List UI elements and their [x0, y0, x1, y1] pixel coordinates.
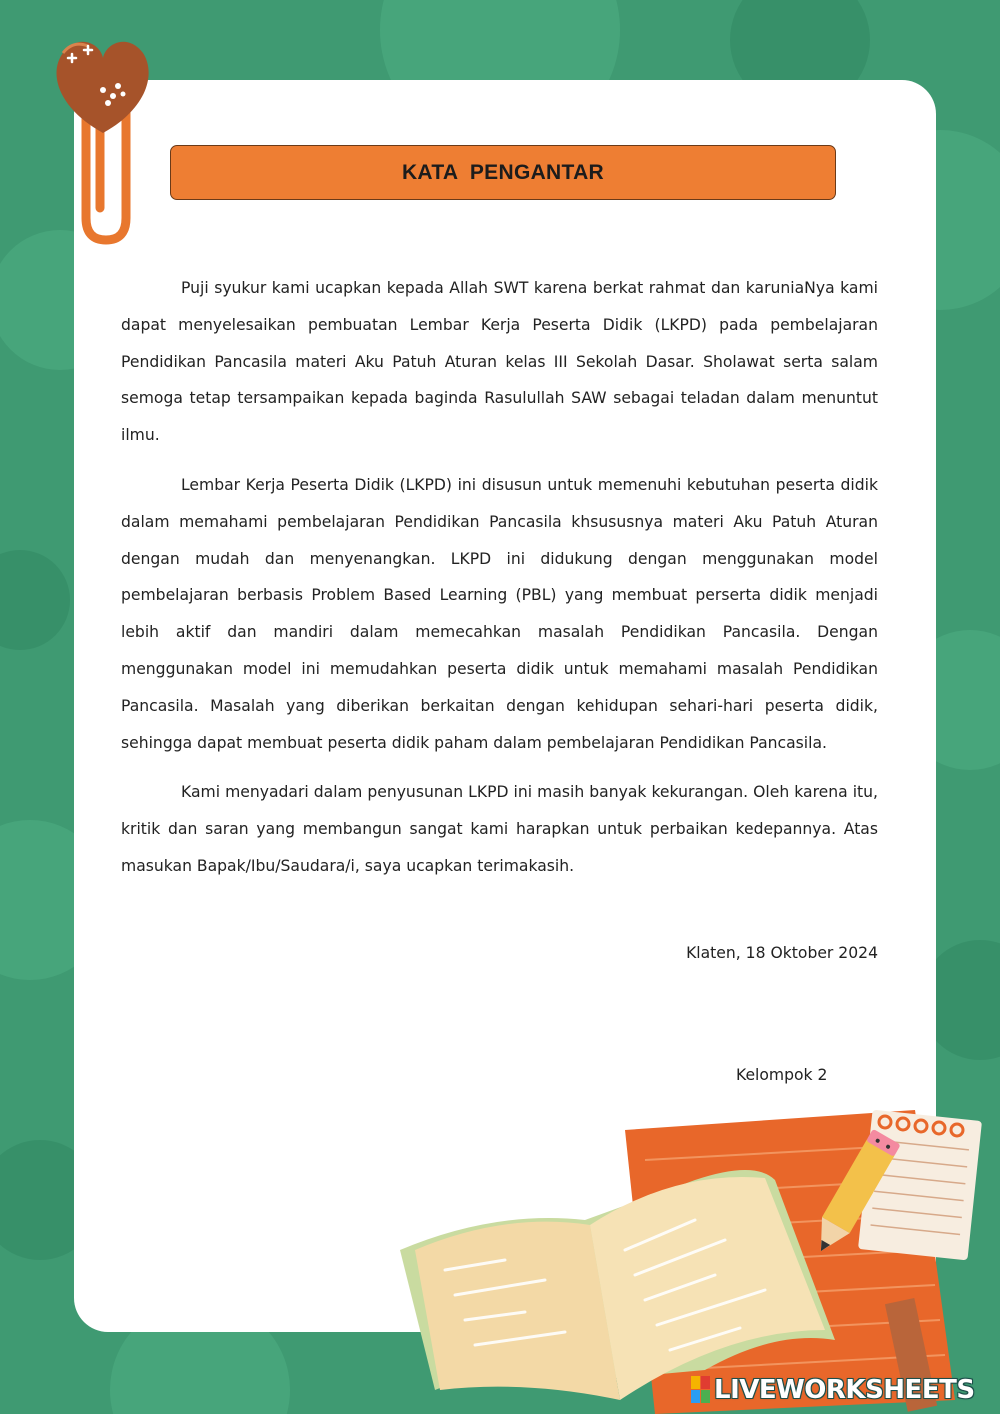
place-date: Klaten, 18 Oktober 2024	[686, 944, 878, 962]
paragraph: Lembar Kerja Peserta Didik (LKPD) ini disusun untuk memenuhi kebutuhan peserta didik dalam memahami pembelajaran Pendidikan Pancasila khsususnya materi Aku Patuh Aturan dengan mudah dan menyenangkan. LKPD ini didukung dengan menggunakan model pembelajaran berbasis Problem Based Learning (PBL) yang membuat perserta didik menjadi lebih aktif dan mandiri dalam memecahkan masalah Pendidikan Pancasila. Dengan menggunakan model ini memudahkan peserta didik untuk memahami masalah Pendidikan Pancasila. Masalah yang diberikan berkaitan dengan kehidupan sehari-hari peserta didik, sehingga dapat membuat peserta didik paham dalam pembelajaran Pendidikan Pancasila.	[121, 475, 878, 752]
heart-paperclip-icon	[48, 28, 158, 248]
paragraph: Puji syukur kami ucapkan kepada Allah SWT karena berkat rahmat dan karuniaNya kami dapat menyelesaikan pembuatan Lembar Kerja Peserta Didik (LKPD) pada pembelajaran Pendidikan Pancasila materi Aku Patuh Aturan kelas III Sekolah Dasar. Sholawat serta salam semoga tetap tersampaikan kepada baginda Rasulullah SAW sebagai teladan dalam menuntut ilmu.	[121, 279, 878, 445]
liveworksheets-watermark	[690, 1374, 990, 1406]
title-banner	[170, 145, 836, 200]
body-text	[121, 270, 878, 898]
page-title: KATA PENGANTAR	[401, 160, 605, 184]
signature: Kelompok 2	[736, 1066, 828, 1084]
paragraph: Kami menyadari dalam penyusunan LKPD ini masih banyak kekurangan. Oleh karena itu, kritik dan saran yang membangun sangat kami harapkan untuk perbaikan kedepannya. Atas masukan Bapak/Ibu/Saudara/i, saya ucapkan terimakasih.	[121, 783, 878, 875]
watermark-text: LIVEWORKSHEETS	[714, 1375, 975, 1405]
books-and-pencil-illustration	[395, 1100, 1000, 1414]
live-badge-icon	[690, 1375, 712, 1405]
